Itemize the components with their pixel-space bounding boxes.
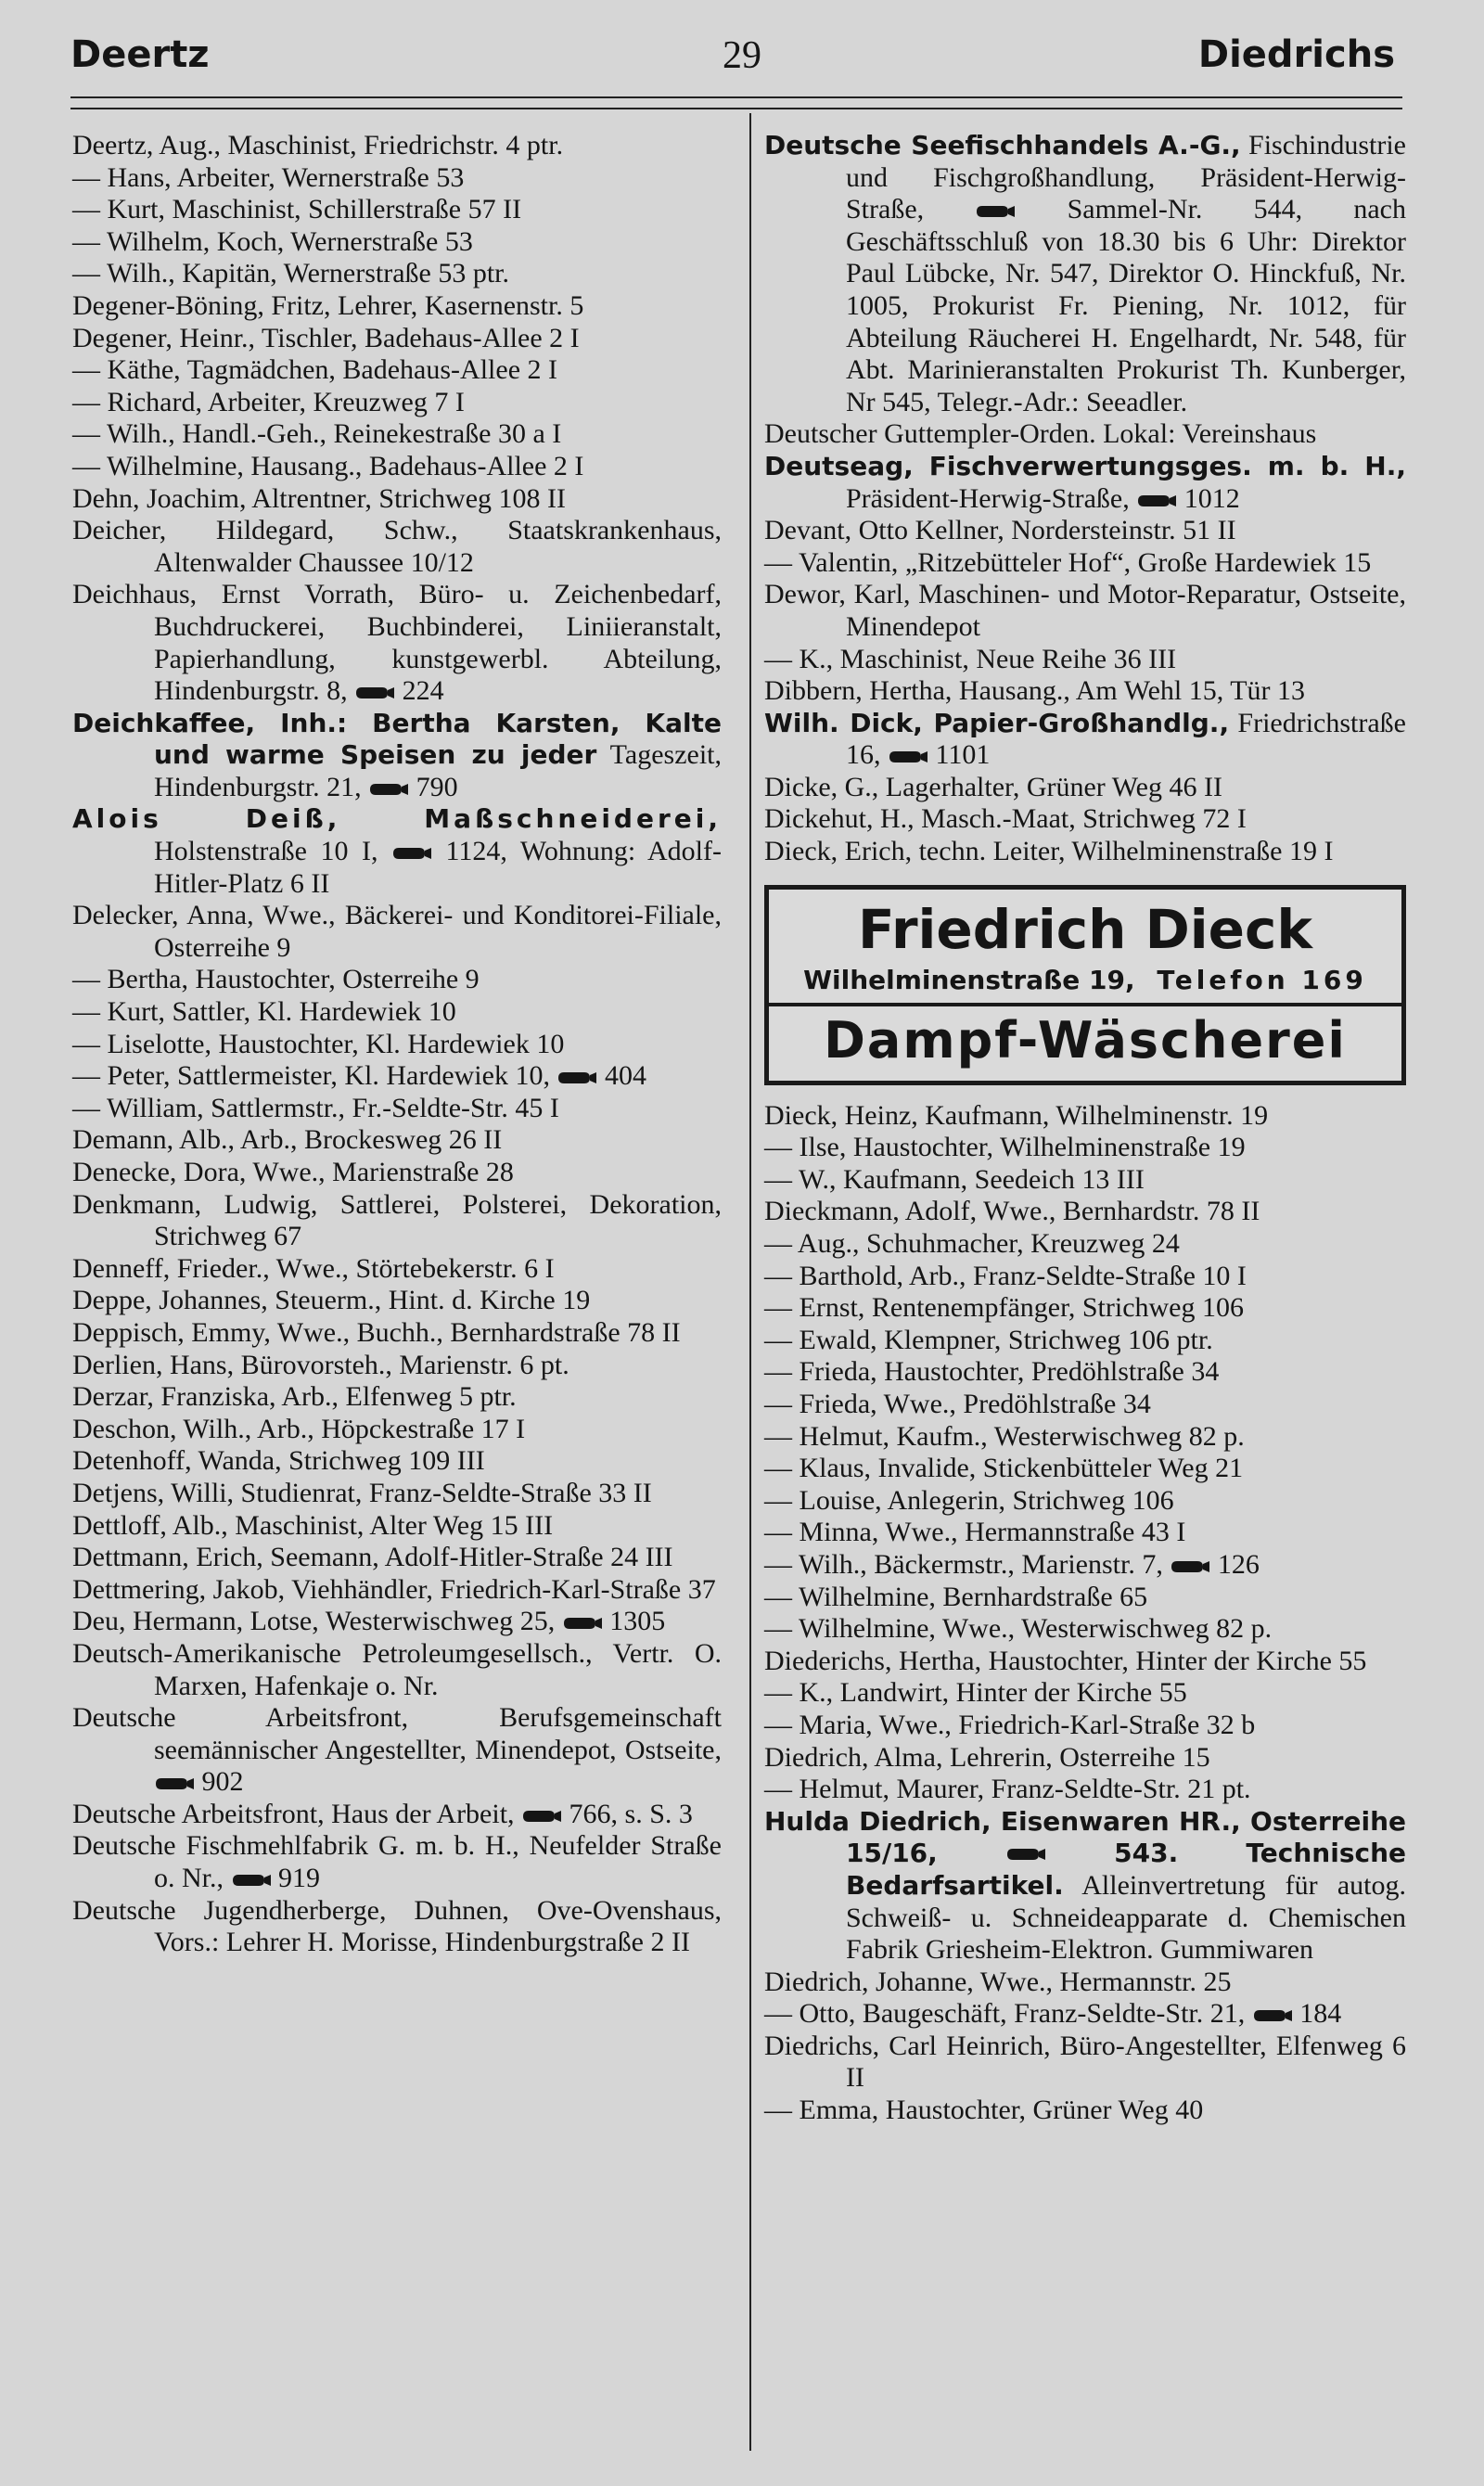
directory-entry: — Ilse, Haustochter, Wilhelminenstraße 19 xyxy=(764,1132,1246,1163)
directory-entry: — Hans, Arbeiter, Wernerstraße 53 xyxy=(72,161,465,193)
directory-entry: — Frieda, Haustochter, Predöhlstraße 34 xyxy=(764,1356,1220,1388)
directory-entry: Devant, Otto Kellner, Nordersteinstr. 51 II xyxy=(764,515,1236,546)
advert-telefon: Telefon 169 xyxy=(1157,964,1367,995)
advert-business: Dampf-Wäscherei xyxy=(824,1010,1347,1070)
directory-entry: — Ernst, Rentenempfänger, Strichweg 106 xyxy=(764,1292,1245,1324)
directory-entry: Detjens, Willi, Studienrat, Franz-Seldte-Straße 33 II xyxy=(72,1477,652,1508)
page-number: 29 xyxy=(723,34,761,77)
header-right-word: Diedrichs xyxy=(1197,33,1395,76)
directory-entry: Deutsche Fischmehlfabrik G. m. b. H., Neufelder Straße o. Nr., 919 xyxy=(72,1830,722,1894)
directory-entry: Dickehut, H., Masch.-Maat, Strichweg 72 I xyxy=(764,803,1247,835)
directory-entry: — Helmut, Kaufm., Westerwischweg 82 p. xyxy=(764,1420,1245,1452)
directory-entry: Dettloff, Alb., Maschinist, Alter Weg 15 III xyxy=(72,1509,554,1541)
directory-entry: Dehn, Joachim, Altrentner, Strichweg 108 II xyxy=(72,482,567,514)
directory-entry: Delecker, Anna, Wwe., Bäckerei- und Konditorei-Filiale, Osterreihe 9 xyxy=(72,900,722,963)
directory-entry: Deicher, Hildegard, Schw., Staatskrankenhaus, Altenwalder Chaussee 10/12 xyxy=(72,515,722,578)
directory-entry: Deertz, Aug., Maschinist, Friedrichstr. 4 ptr. xyxy=(72,130,564,160)
directory-entry: Dieckmann, Adolf, Wwe., Bernhardstr. 78 II xyxy=(764,1196,1260,1227)
advert-divider xyxy=(769,1003,1401,1006)
directory-entry: — Wilh., Handl.-Geh., Reinekestraße 30 a I xyxy=(72,418,562,450)
directory-entry: Deutsch-Amerikanische Petroleumgesellsch., Vertr. O. Marxen, Hafenkaje o. Nr. xyxy=(72,1637,722,1701)
directory-entry: — Frieda, Wwe., Predöhlstraße 34 xyxy=(764,1389,1151,1419)
telephone-icon xyxy=(1005,1846,1046,1863)
directory-entry: — Helmut, Maurer, Franz-Seldte-Str. 21 pt. xyxy=(764,1774,1251,1805)
directory-entry: Degener, Heinr., Tischler, Badehaus-Allee 2 I xyxy=(72,322,580,353)
telephone-icon xyxy=(391,845,432,862)
directory-entry: — Barthold, Arb., Franz-Seldte-Straße 10 I xyxy=(764,1260,1247,1291)
directory-entry: Derlien, Hans, Bürovorsteh., Marienstr. 6 pt. xyxy=(72,1349,569,1380)
directory-entry: — Aug., Schuhmacher, Kreuzweg 24 xyxy=(764,1228,1180,1260)
directory-entry: — Liselotte, Haustochter, Kl. Hardewiek 10 xyxy=(72,1028,565,1059)
directory-entry: Deschon, Wilh., Arb., Höpckestraße 17 I xyxy=(72,1413,526,1444)
directory-entry: Dibbern, Hertha, Hausang., Am Wehl 15, Tür 13 xyxy=(764,675,1306,707)
directory-entry: Dieck, Heinz, Kaufmann, Wilhelminenstr. 19 xyxy=(764,1099,1269,1131)
directory-entry: Demann, Alb., Arb., Brockesweg 26 II xyxy=(72,1124,503,1156)
left-column xyxy=(72,130,722,1959)
telephone-icon xyxy=(888,749,928,765)
directory-entry: Alois Deiß, Maßschneiderei, Holstenstraße 10 I, 1124, Wohnung: Adolf-Hitler-Platz 6 II xyxy=(72,803,722,899)
telephone-icon xyxy=(975,203,1016,220)
directory-entry: — K., Landwirt, Hinter der Kirche 55 xyxy=(764,1677,1187,1709)
directory-entry: Deppe, Johannes, Steuerm., Hint. d. Kirche 19 xyxy=(72,1285,591,1316)
telephone-icon xyxy=(231,1872,272,1889)
directory-entry: — Minna, Wwe., Hermannstraße 43 I xyxy=(764,1517,1186,1548)
directory-entry: Degener-Böning, Fritz, Lehrer, Kasernenstr. 5 xyxy=(72,289,584,321)
directory-entry: — Wilh., Kapitän, Wernerstraße 53 ptr. xyxy=(72,258,509,289)
directory-entry: — Maria, Wwe., Friedrich-Karl-Straße 32 b xyxy=(764,1709,1256,1740)
directory-entry: — K., Maschinist, Neue Reihe 36 III xyxy=(764,643,1177,674)
directory-entry: — Käthe, Tagmädchen, Badehaus-Allee 2 I xyxy=(72,354,557,386)
advert-address-line xyxy=(786,962,1385,999)
telephone-icon xyxy=(562,1615,603,1632)
directory-entry: Detenhoff, Wanda, Strichweg 109 III xyxy=(72,1445,485,1477)
directory-entry: Diedrich, Johanne, Wwe., Hermannstr. 25 xyxy=(764,1966,1232,1997)
directory-entry: Diedrichs, Carl Heinrich, Büro-Angestellter, Elfenweg 6 II xyxy=(764,2030,1406,2094)
directory-entry: — Peter, Sattlermeister, Kl. Hardewiek 10, 404 xyxy=(72,1060,646,1092)
telephone-icon xyxy=(1252,2007,1293,2024)
telephone-icon xyxy=(521,1808,562,1825)
directory-entry: Dettmering, Jakob, Viehhändler, Friedrich-Karl-Straße 37 xyxy=(72,1573,716,1605)
directory-entry: Deutsche Jugendherberge, Duhnen, Ove-Ovenshaus, Vors.: Lehrer H. Morisse, Hindenburgstraße 2 II xyxy=(72,1894,722,1958)
directory-entry: Deutsche Seefischhandels A.-G., Fischindustrie und Fischgroßhandlung, Präsident-Herwig-Straße, Sammel-Nr. 544, nach Geschäftsschluß von 18.30 bis 6 Uhr: Direktor Paul Lübcke, Nr. 547, Direktor O. Hinckfuß, Nr. 1005, Prokurist Fr. Piening, Nr. 1012, für Abteilung Räucherei H. Engelhardt, Nr. 548, für Abt. Marinieranstalten Prokurist Th. Kunberger, Nr 545, Telegr.-Adr.: Seeadler. xyxy=(764,130,1407,417)
directory-entry: — Wilhelm, Koch, Wernerstraße 53 xyxy=(72,225,473,257)
directory-entry: — Wilh., Bäckermstr., Marienstr. 7, 126 xyxy=(764,1548,1260,1580)
directory-entry: Deutsche Arbeitsfront, Berufsgemeinschaft seemännischer Angestellter, Minendepot, Ostseite, 902 xyxy=(72,1702,722,1798)
directory-entry: Deichkaffee, Inh.: Bertha Karsten, Kalte und warme Speisen zu jeder Tageszeit, Hindenburgstr. 21, 790 xyxy=(72,707,723,802)
directory-entry: Denecke, Dora, Wwe., Marienstraße 28 xyxy=(72,1157,514,1187)
directory-entry: Deutsche Arbeitsfront, Haus der Arbeit, 766, s. S. 3 xyxy=(72,1798,693,1829)
advertisement-box xyxy=(764,885,1406,1085)
directory-entry: — Louise, Anlegerin, Strichweg 106 xyxy=(764,1484,1174,1516)
directory-entry: — Richard, Arbeiter, Kreuzweg 7 I xyxy=(72,386,465,417)
header-left-word: Deertz xyxy=(70,33,210,76)
directory-entry: Derzar, Franziska, Arb., Elfenweg 5 ptr. xyxy=(72,1381,517,1413)
directory-entry: Deutseag, Fischverwertungsges. m. b. H., Präsident-Herwig-Straße, 1012 xyxy=(764,450,1406,514)
telephone-icon xyxy=(154,1775,195,1792)
directory-entry: — Wilhelmine, Hausang., Badehaus-Allee 2 I xyxy=(72,450,584,481)
header-rule-bottom xyxy=(70,108,1402,109)
directory-entry: — Klaus, Invalide, Stickenbütteler Weg 21 xyxy=(764,1453,1244,1484)
directory-entry: — Wilhelmine, Bernhardstraße 65 xyxy=(764,1581,1148,1612)
telephone-icon xyxy=(1136,493,1177,509)
directory-entry: Diederichs, Hertha, Haustochter, Hinter der Kirche 55 xyxy=(764,1645,1367,1676)
directory-entry: Denkmann, Ludwig, Sattlerei, Polsterei, Dekoration, Strichweg 67 xyxy=(72,1188,722,1252)
directory-entry: Deichhaus, Ernst Vorrath, Büro- u. Zeichenbedarf, Buchdruckerei, Buchbinderei, Liniieranstalt, Papierhandlung, kunstgewerbl. Abteilung, Hindenburgstr. 8, 224 xyxy=(72,579,722,707)
directory-entry: — W., Kaufmann, Seedeich 13 III xyxy=(764,1163,1145,1195)
directory-entry: — Otto, Baugeschäft, Franz-Seldte-Str. 21, 184 xyxy=(764,1998,1342,2030)
directory-entry: Denneff, Frieder., Wwe., Störtebekerstr. 6 I xyxy=(72,1252,555,1284)
right-column xyxy=(764,130,1406,2127)
directory-entry: — William, Sattlermstr., Fr.-Seldte-Str. 45 I xyxy=(72,1092,559,1123)
directory-entry: — Wilhelmine, Wwe., Westerwischweg 82 p. xyxy=(764,1613,1273,1645)
directory-entry: Hulda Diedrich, Eisenwaren HR., Osterreihe 15/16, 543. Technische Bedarfsartikel. Alleinvertretung für autog. Schweiß- u. Schneideapparate d. Chemischen Fabrik Griesheim-Elektron. Gummiwaren xyxy=(764,1805,1407,1966)
advert-address: Wilhelminenstraße 19, xyxy=(803,964,1135,995)
directory-entry: Dewor, Karl, Maschinen- und Motor-Reparatur, Ostseite, Minendepot xyxy=(764,579,1406,642)
telephone-icon xyxy=(354,685,395,701)
column-divider xyxy=(749,113,751,2451)
directory-entry: — Kurt, Sattler, Kl. Hardewiek 10 xyxy=(72,996,456,1028)
directory-entry: Dettmann, Erich, Seemann, Adolf-Hitler-Straße 24 III xyxy=(72,1542,673,1573)
directory-entry: Deu, Hermann, Lotse, Westerwischweg 25, 1305 xyxy=(72,1606,666,1637)
directory-entry: — Bertha, Haustochter, Osterreihe 9 xyxy=(72,964,480,995)
directory-entry: Dieck, Erich, techn. Leiter, Wilhelminenstraße 19 I xyxy=(764,836,1334,867)
telephone-icon xyxy=(1170,1558,1210,1575)
directory-entry: — Valentin, „Ritzebütteler Hof“, Große Hardewiek 15 xyxy=(764,546,1372,578)
directory-entry: — Ewald, Klempner, Strichweg 106 ptr. xyxy=(764,1324,1213,1355)
directory-entry: — Kurt, Maschinist, Schillerstraße 57 II xyxy=(72,194,522,225)
directory-entry: — Emma, Haustochter, Grüner Weg 40 xyxy=(764,2095,1204,2126)
advert-company-name: Friedrich Dieck xyxy=(858,897,1312,961)
directory-entry: Dicke, G., Lagerhalter, Grüner Weg 46 II xyxy=(764,771,1222,802)
directory-entry: Deutscher Guttempler-Orden. Lokal: Vereinshaus xyxy=(764,418,1317,450)
directory-entry: Diedrich, Alma, Lehrerin, Osterreihe 15 xyxy=(764,1741,1210,1773)
telephone-icon xyxy=(368,781,409,798)
directory-entry: Wilh. Dick, Papier-Großhandlg., Friedrichstraße 16, 1101 xyxy=(764,707,1406,771)
directory-entry: Deppisch, Emmy, Wwe., Buchh., Bernhardstraße 78 II xyxy=(72,1316,681,1348)
header-rule-top xyxy=(70,96,1402,98)
telephone-icon xyxy=(556,1070,597,1086)
